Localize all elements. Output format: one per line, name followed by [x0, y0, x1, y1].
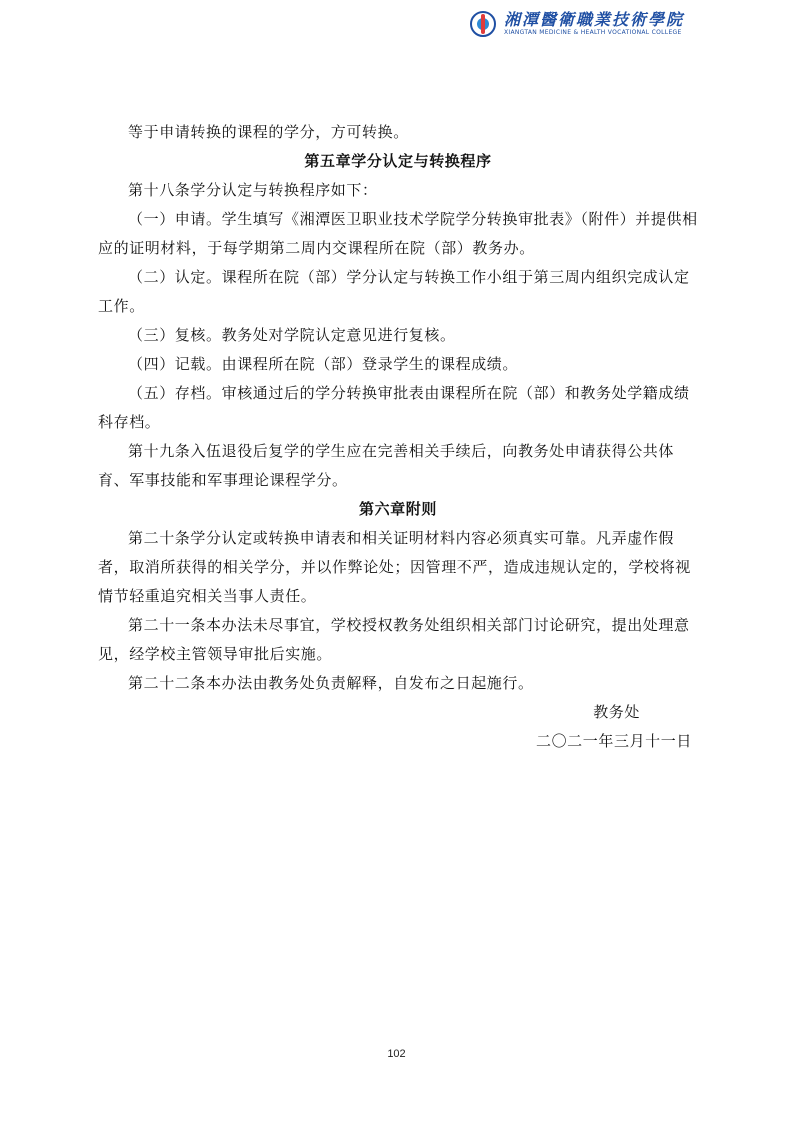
step-1-apply: （一）申请。学生填写《湘潭医卫职业技术学院学分转换审批表》（附件）并提供相应的证明材料，于每学期第二周内交课程所在院（部）教务办。	[98, 210, 698, 257]
logo-chinese-name: 湘潭醫衛職業技術學院	[504, 10, 685, 29]
step-3-review: （三）复核。教务处对学院认定意见进行复核。	[128, 326, 456, 344]
college-logo	[470, 8, 770, 40]
college-seal-icon	[470, 11, 496, 37]
chapter-5-title: 第五章学分认定与转换程序	[304, 152, 492, 170]
article-20: 第二十条学分认定或转换申请表和相关证明材料内容必须真实可靠。凡弄虚作假者，取消所获得的相关学分，并以作弊论处；因管理不严，造成违规认定的，学校将视情节轻重追究相关当事人责任。	[98, 529, 691, 605]
signature-organization: 教务处	[593, 703, 640, 721]
document-body	[98, 118, 698, 756]
step-5-archive: （五）存档。审核通过后的学分转换审批表由课程所在院（部）和教务处学籍成绩科存档。	[98, 384, 690, 431]
article-21: 第二十一条本办法未尽事宜，学校授权教务处组织相关部门讨论研究，提出处理意见，经学校主管领导审批后实施。	[98, 616, 690, 663]
signature-date: 二〇二一年三月十一日	[535, 732, 692, 750]
chapter-6-title: 第六章附则	[358, 500, 437, 518]
paragraph-continuation: 等于申请转换的课程的学分，方可转换。	[128, 123, 409, 141]
article-22: 第二十二条本办法由教务处负责解释，自发布之日起施行。	[128, 674, 534, 692]
article-18: 第十八条学分认定与转换程序如下：	[128, 181, 378, 199]
page-number: 102	[387, 1048, 406, 1060]
article-19: 第十九条入伍退役后复学的学生应在完善相关手续后，向教务处申请获得公共体育、军事技能和军事理论课程学分。	[98, 442, 675, 489]
step-2-confirm: （二）认定。课程所在院（部）学分认定与转换工作小组于第三周内组织完成认定工作。	[98, 268, 690, 315]
step-4-record: （四）记载。由课程所在院（部）登录学生的课程成绩。	[128, 355, 519, 373]
logo-english-name: XIANGTAN MEDICINE & HEALTH VOCATIONAL COLLEGE	[504, 29, 682, 36]
logo-text	[504, 11, 684, 37]
